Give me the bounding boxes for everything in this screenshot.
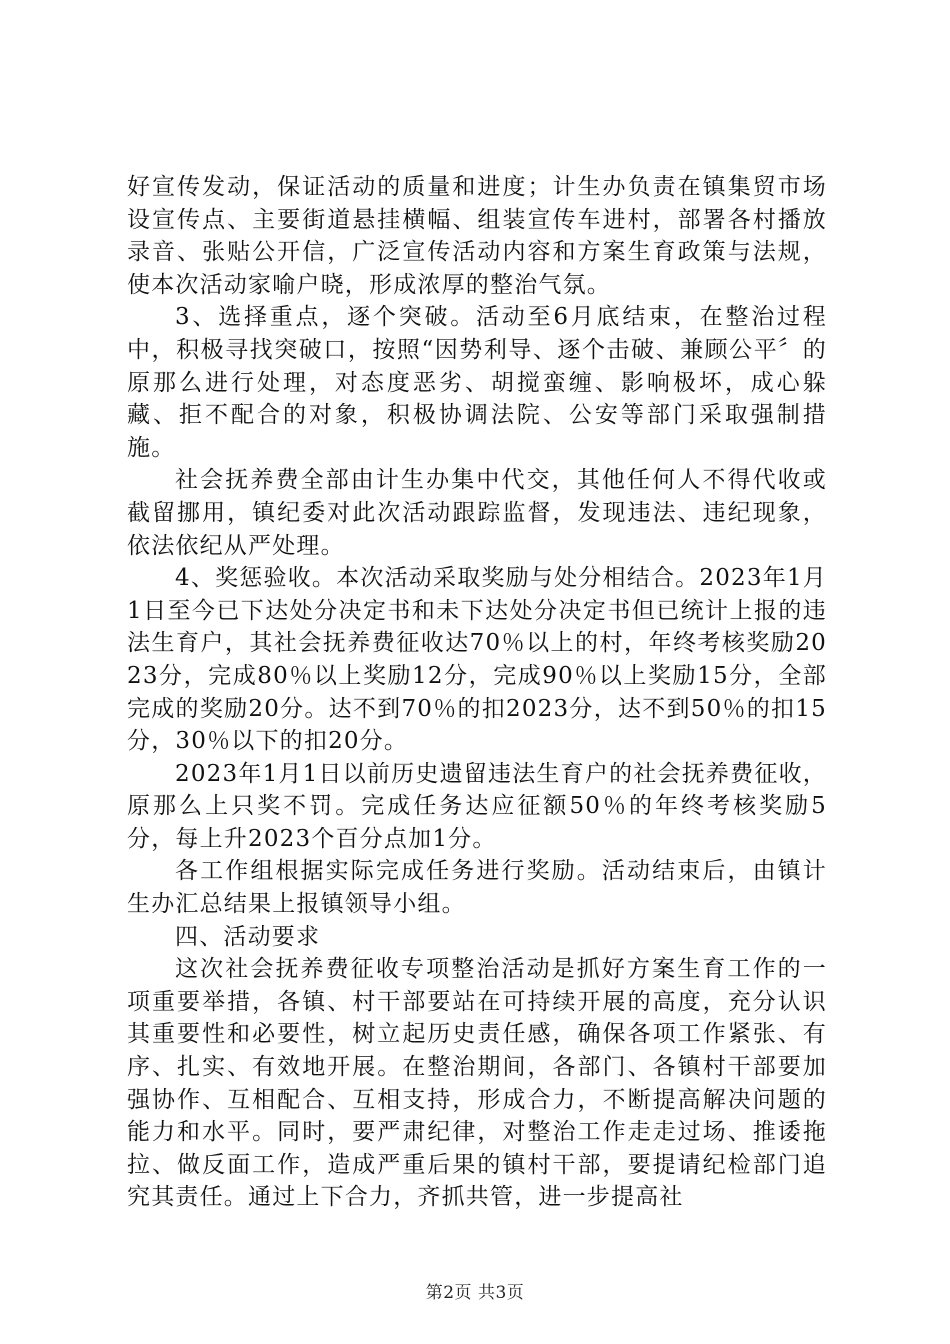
document-body bbox=[127, 171, 827, 1214]
page-footer bbox=[0, 1278, 950, 1303]
paragraph-7: 这次社会抚养费征收专项整治活动是抓好方案生育工作的一项重要举措，各镇、村干部要站在可持续开展的高度，充分认识其重要性和必要性，树立起历史责任感，确保各项工作紧张、有序、扎实、有效地开展。在整治期间，各部门、各镇村干部要加强协作、互相配合、互相支持，形成合力，不断提高解决问题的能力和水平。同时，要严肃纪律，对整治工作走走过场、推诿拖拉、做反面工作，造成严重后果的镇村干部，要提请纪检部门追究其责任。通过上下合力，齐抓共管，进一步提高社 bbox=[127, 956, 827, 1211]
paragraph-1: 好宣传发动，保证活动的质量和进度；计生办负责在镇集贸市场设宣传点、主要街道悬挂横幅、组装宣传车进村，部署各村播放录音、张贴公开信，广泛宣传活动内容和方案生育政策与法规，使本次活动家喻户晓，形成浓厚的整治气氛。 bbox=[127, 174, 827, 298]
paragraph-6: 各工作组根据实际完成任务进行奖励。活动结束后，由镇计生办汇总结果上报镇领导小组。 bbox=[127, 858, 827, 918]
paragraph-4: 4、奖惩验收。本次活动采取奖励与处分相结合。2023年1月1日至今已下达处分决定书和未下达处分决定书但已统计上报的违法生育户，其社会抚养费征收达70％以上的村，年终考核奖励2023分，完成80％以上奖励12分，完成90％以上奖励15分，全部完成的奖励20分。达不到70％的扣2023分，达不到50％的扣15分，30％以下的扣20分。 bbox=[127, 565, 827, 755]
paragraph-2: 3、选择重点，逐个突破。活动至6月底结束，在整治过程中，积极寻找突破口，按照“因势利导、逐个击破、兼顾公平〞的原那么进行处理，对态度恶劣、胡搅蛮缠、影响极坏，成心躲藏、拒不配合的对象，积极协调法院、公安等部门采取强制措施。 bbox=[127, 304, 827, 461]
section-heading: 四、活动要求 bbox=[175, 923, 321, 950]
paragraph-3: 社会抚养费全部由计生办集中代交，其他任何人不得代收或截留挪用，镇纪委对此次活动跟踪监督，发现违法、违纪现象，依法依纪从严处理。 bbox=[127, 467, 827, 559]
paragraph-5: 2023年1月1日以前历史遗留违法生育户的社会抚养费征收，原那么上只奖不罚。完成任务达应征额50％的年终考核奖励5分，每上升2023个百分点加1分。 bbox=[127, 760, 827, 852]
page-number: 第2页 共3页 bbox=[425, 1283, 525, 1303]
